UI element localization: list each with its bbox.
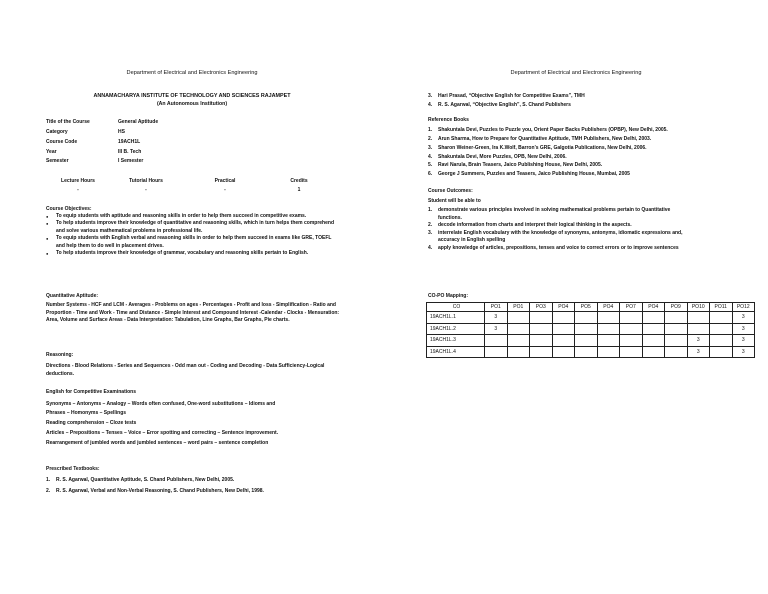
semester-value: I Semester <box>118 158 144 164</box>
copo-header-cell: PO7 <box>620 303 643 312</box>
copo-cell <box>530 323 553 335</box>
institute-subtitle: (An Autonomous Institution) <box>156 101 228 107</box>
credits-value: 1 <box>297 187 301 193</box>
copo-cell <box>642 346 665 358</box>
copo-cell <box>507 346 530 358</box>
copo-cell: 3 <box>485 312 508 324</box>
copo-cell: 3 <box>687 335 710 347</box>
outcome-number: 4. <box>428 244 433 251</box>
copo-cell <box>642 335 665 347</box>
copo-cell <box>620 335 643 347</box>
lecture-hours-header: Lecture Hours <box>61 178 95 184</box>
year-value: III B. Tech <box>118 149 142 155</box>
year-label: Year <box>46 149 57 155</box>
copo-header-row <box>427 303 755 312</box>
copo-cell <box>552 323 575 335</box>
copo-cell: 19ACH1L.3 <box>427 335 485 347</box>
semester-label: Semester <box>46 158 69 164</box>
course-code-value: 19ACH1L <box>118 139 141 145</box>
textbook-number: 4. <box>428 102 433 108</box>
credits-header: Credits <box>290 178 308 184</box>
english-line: Articles – Prepositions – Tenses – Voice – Error spotting and correcting – Sentence improvement. <box>46 430 279 436</box>
reasoning-title: Reasoning: <box>46 352 74 358</box>
table-row <box>427 323 755 335</box>
outcome-number: 2. <box>428 222 433 228</box>
objective-item: ● To help students improve their knowledge of grammar, vocabulary and reasoning skills pertain to English. <box>46 250 334 257</box>
outcome-text: interrelate English vocabulary with the knowledge of synonyms, antonyms, idiomatic expressions and, accuracy in English spelling <box>438 229 683 243</box>
copo-cell <box>710 312 733 324</box>
copo-cell: 19ACH1L.1 <box>427 312 485 324</box>
copo-cell <box>665 312 688 324</box>
copo-cell <box>620 312 643 324</box>
copo-cell <box>710 346 733 358</box>
outcome-item <box>428 222 683 230</box>
outcome-item <box>428 230 683 245</box>
table-row <box>427 335 755 347</box>
copo-header-cell: PO4 <box>642 303 665 312</box>
copo-header-cell: PO10 <box>687 303 710 312</box>
copo-cell <box>552 312 575 324</box>
copo-cell <box>530 335 553 347</box>
copo-header-cell: PO5 <box>575 303 598 312</box>
english-line: Reading comprehension – Cloze tests <box>46 420 137 426</box>
category-value: HS <box>118 129 125 135</box>
table-row <box>427 312 755 324</box>
copo-header-cell: PO4 <box>552 303 575 312</box>
course-title-label: Title of the Course <box>46 119 90 125</box>
institute-name: ANNAMACHARYA INSTITUTE OF TECHNOLOGY AND SCIENCES RAJAMPET <box>93 93 291 99</box>
quant-title: Quantitative Aptitude: <box>46 293 99 299</box>
reference-number: 4. <box>428 154 433 160</box>
lecture-hours-value: - <box>77 187 79 193</box>
objective-item: ● To equip students with English verbal and reasoning skills in order to help them succeed in exams like GRE, TOEFL and help them to do well in placement drives. <box>46 235 334 250</box>
quant-body: Number Systems - HCF and LCM - Averages - Problems on ages - Percentages - Profit and loss - Simplification - Ratio and Proportion - Time and Work - Time and Distance - Simple Interest and Compound Interest -Calendar - Clocks - Mensuration: Area, Volume and Surface Areas - Data Interpretation: Tabulation, Line Graphs, Bar Graphs, Pie charts. <box>46 302 340 323</box>
copo-header-cell: PO1 <box>485 303 508 312</box>
table-row <box>427 346 755 358</box>
copo-cell: 19ACH1L.4 <box>427 346 485 358</box>
textbook-number: 1. <box>46 477 51 483</box>
course-title-value: General Aptitude <box>118 119 159 125</box>
copo-cell <box>530 346 553 358</box>
outcomes-title: Course Outcomes: <box>428 188 473 194</box>
copo-cell <box>620 323 643 335</box>
copo-cell <box>687 312 710 324</box>
copo-cell <box>597 312 620 324</box>
outcome-text: apply knowledge of articles, prepositions, tenses and voice to correct errors or to improve sentences <box>438 244 679 251</box>
objectives-title: Course Objectives: <box>46 206 92 212</box>
copo-cell <box>620 346 643 358</box>
copo-header-cell: PO12 <box>732 303 755 312</box>
copo-header-cell: CO <box>427 303 485 312</box>
copo-cell <box>665 335 688 347</box>
textbook-item: R. S. Agarwal, Quantitative Aptitude, S. Chand Publishers, New Delhi, 2005. <box>56 477 235 483</box>
objective-item: ● To equip students with aptitude and reasoning skills in order to help them succeed in competitive exams. <box>46 213 334 220</box>
reference-item: George J Summers, Puzzles and Teasers, Jaico Publishing House, Mumbai, 2005 <box>438 171 630 177</box>
outcome-text: demonstrate various principles involved in solving mathematical problems pertain to Quantitative functions. <box>438 207 671 221</box>
copo-cell <box>642 323 665 335</box>
textbook-item: R. S. Agarwal, Verbal and Non-Verbal Reasoning, S. Chand Publishers, New Delhi, 1998. <box>56 488 264 494</box>
copo-cell <box>575 312 598 324</box>
copo-cell <box>710 335 733 347</box>
textbook-number: 3. <box>428 93 433 99</box>
reference-number: 6. <box>428 171 433 177</box>
copo-cell <box>575 346 598 358</box>
objectives-list <box>46 213 334 257</box>
copo-cell <box>665 323 688 335</box>
reasoning-body: Directions - Blood Relations - Series and Sequences - Odd man out - Coding and Decoding - Data Sufficiency-Logical deductions. <box>46 363 325 377</box>
copo-cell <box>485 335 508 347</box>
textbook-item: Hari Prasad, “Objective English for Competitive Exams”, TMH <box>438 93 585 99</box>
outcome-number: 1. <box>428 207 433 213</box>
reference-item: Arun Sharma, How to Prepare for Quantitative Aptitude, TMH Publishers, New Delhi, 2003. <box>438 136 652 142</box>
copo-cell: 3 <box>732 312 755 324</box>
copo-cell: 3 <box>687 346 710 358</box>
copo-cell: 3 <box>732 323 755 335</box>
copo-cell <box>485 346 508 358</box>
textbook-item: R. S. Agarwal, “Objective English”, S. Chand Publishers <box>438 102 571 108</box>
practical-value: - <box>224 187 226 193</box>
copo-cell <box>665 346 688 358</box>
course-code-label: Course Code <box>46 139 78 145</box>
textbook-number: 2. <box>46 488 51 494</box>
reference-number: 5. <box>428 162 433 168</box>
copo-header-cell: PO11 <box>710 303 733 312</box>
english-title: English for Competitive Examinations <box>46 389 137 395</box>
outcome-item <box>428 245 683 253</box>
copo-cell: 3 <box>732 335 755 347</box>
copo-cell <box>552 335 575 347</box>
copo-cell: 19ACH1L.2 <box>427 323 485 335</box>
category-label: Category <box>46 129 68 135</box>
copo-cell <box>507 335 530 347</box>
copo-cell <box>710 323 733 335</box>
reference-item: Shakuntala Devi, Puzzles to Puzzle you, Orient Paper Backs Publishers (OPBP), New Delhi, 2005. <box>438 127 668 133</box>
copo-header-cell: PO1 <box>507 303 530 312</box>
department-header-right: Department of Electrical and Electronics Engineering <box>510 70 642 76</box>
copo-table <box>426 302 755 358</box>
copo-cell <box>507 312 530 324</box>
outcomes-intro: Student will be able to <box>428 198 481 204</box>
reference-number: 2. <box>428 136 433 142</box>
reference-item: Shakuntala Devi, More Puzzles, OPB, New Delhi, 2006. <box>438 154 567 160</box>
textbooks-title: Prescribed Textbooks: <box>46 466 100 472</box>
tutorial-hours-value: - <box>145 187 147 193</box>
copo-cell <box>687 323 710 335</box>
outcome-number: 3. <box>428 229 433 236</box>
reference-item: Sharon Weiner-Green, Ira K.Wolf, Barron’s GRE, Galgotia Publications, New Delhi, 2006. <box>438 145 647 151</box>
copo-cell <box>575 335 598 347</box>
outcome-item <box>428 207 683 222</box>
copo-cell <box>575 323 598 335</box>
copo-cell: 3 <box>732 346 755 358</box>
copo-cell <box>597 335 620 347</box>
outcome-text: decode information from charts and interpret their logical thinking in the aspects. <box>438 222 632 228</box>
copo-title: CO-PO Mapping: <box>428 293 468 299</box>
reference-number: 3. <box>428 145 433 151</box>
outcomes-list <box>428 207 683 252</box>
english-line: Rearrangement of jumbled words and jumbled sentences – word pairs – sentence completion <box>46 440 269 446</box>
copo-cell <box>552 346 575 358</box>
copo-header-cell: PO3 <box>530 303 553 312</box>
copo-cell <box>597 346 620 358</box>
copo-cell: 3 <box>485 323 508 335</box>
reference-number: 1. <box>428 127 433 133</box>
copo-cell <box>597 323 620 335</box>
english-line: Phrases – Homonyms – Spellings <box>46 410 127 416</box>
tutorial-hours-header: Tutorial Hours <box>129 178 163 184</box>
copo-cell <box>642 312 665 324</box>
english-line: Synonyms – Antonyms – Analogy – Words often confused, One-word substitutions – Idioms and <box>46 401 276 407</box>
reference-item: Ravi Narula, Brain Teasers, Jaico Publishing House, New Delhi, 2005. <box>438 162 603 168</box>
reference-title: Reference Books <box>428 117 469 123</box>
copo-cell <box>507 323 530 335</box>
copo-cell <box>530 312 553 324</box>
practical-header: Practical <box>214 178 236 184</box>
objective-item: ● To help students improve their knowledge of quantitative and reasoning skills, which in turn helps them comprehend and solve various mathematical problems in professional life. <box>46 220 334 235</box>
copo-header-cell: PO4 <box>597 303 620 312</box>
department-header-left: Department of Electrical and Electronics Engineering <box>126 70 258 76</box>
copo-header-cell: PO9 <box>665 303 688 312</box>
